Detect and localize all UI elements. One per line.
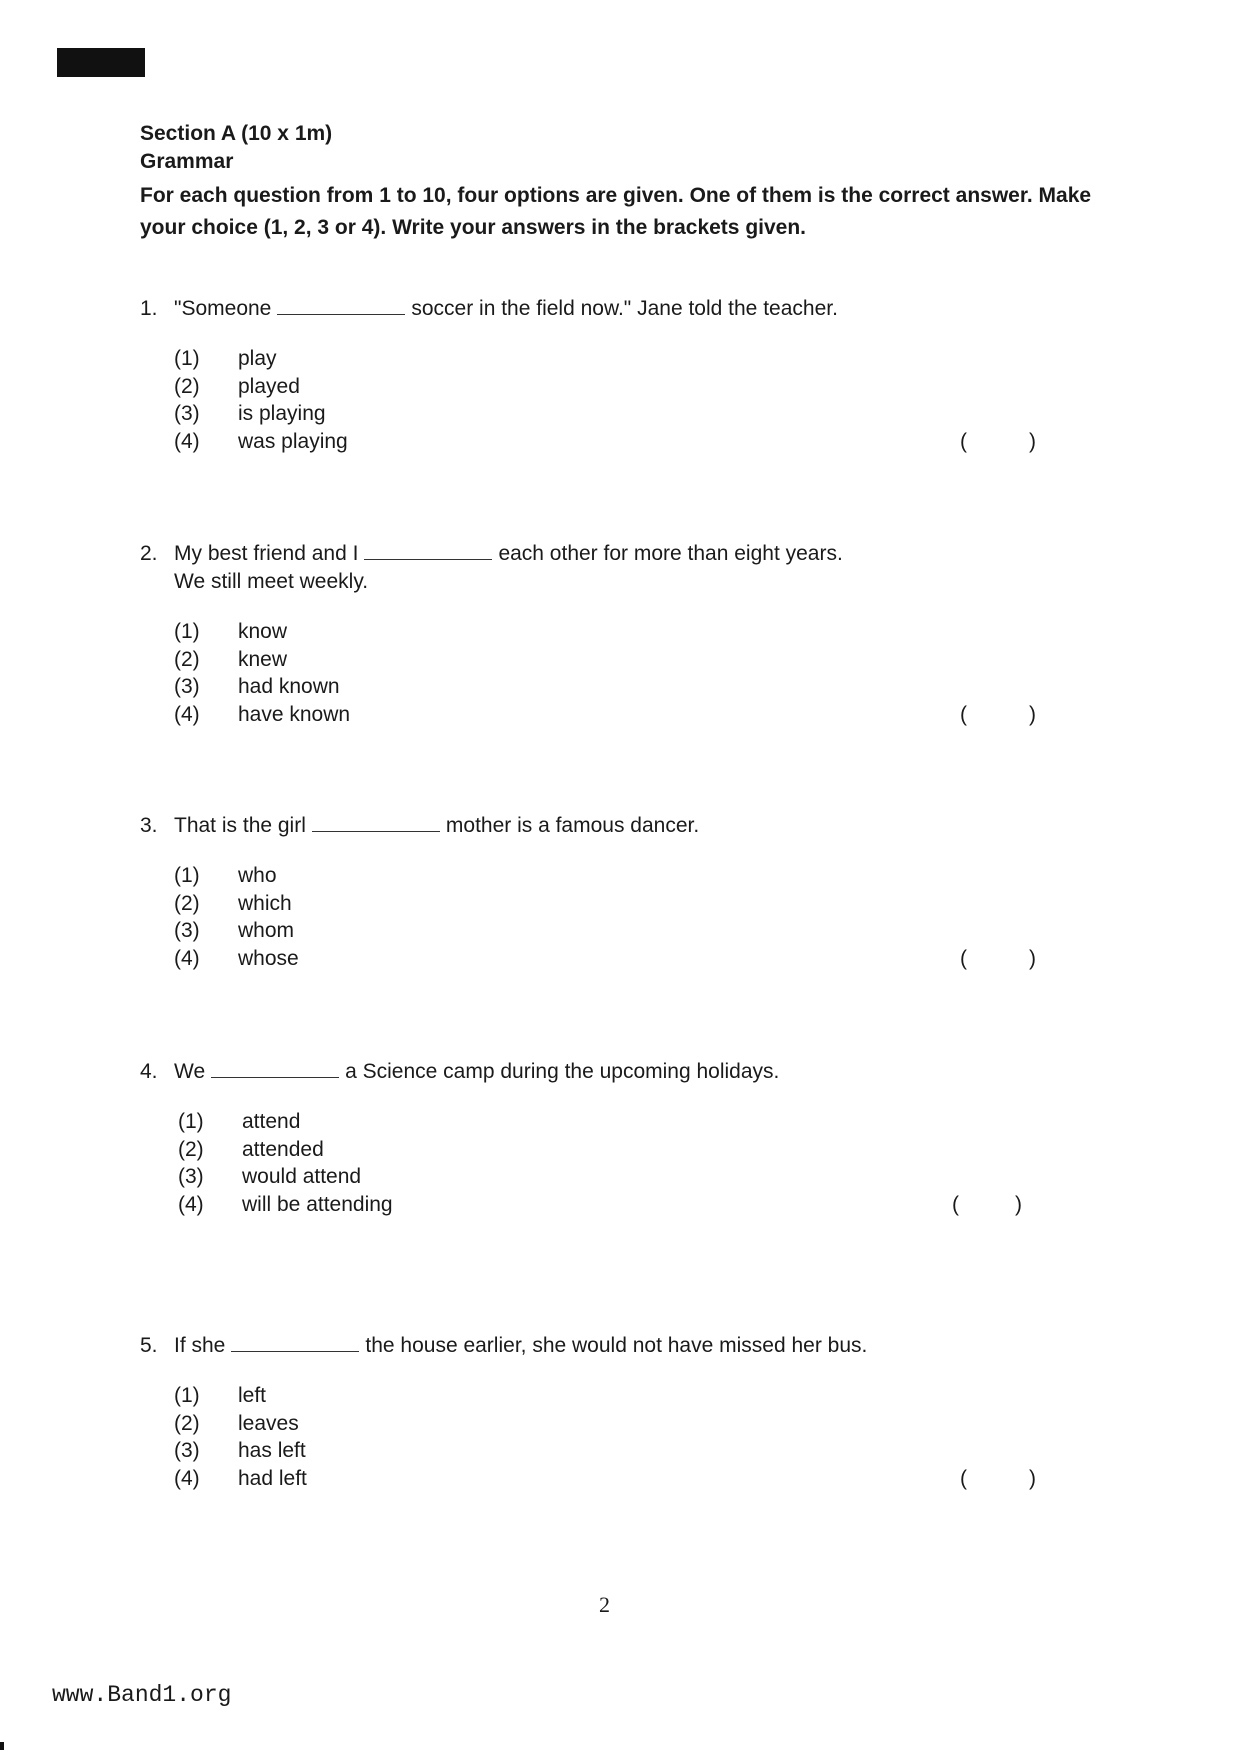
answer-bracket[interactable]: ( ): [960, 702, 1036, 726]
option: (3) had known: [174, 675, 340, 698]
question-3: [140, 812, 1040, 972]
option: (2) which: [174, 891, 292, 915]
question-number: 2.: [140, 542, 158, 565]
footer-url[interactable]: www.Band1.org: [52, 1682, 232, 1708]
option: (1) play: [174, 347, 277, 370]
options-list: [178, 1108, 1040, 1218]
option: (1) left: [174, 1384, 267, 1407]
answer-blank: [211, 1059, 339, 1078]
section-header: [140, 120, 1100, 244]
answer-bracket[interactable]: ( ): [960, 1466, 1036, 1490]
option: (2) leaves: [174, 1411, 299, 1435]
answer-bracket[interactable]: ( ): [952, 1192, 1022, 1216]
option: (3) would attend: [178, 1165, 362, 1188]
question-2: [140, 540, 1040, 728]
option: (4) was playing ( ): [174, 428, 1040, 456]
option: (4) whose ( ): [174, 945, 1040, 973]
answer-blank: [231, 1333, 359, 1352]
answer-blank: [312, 813, 440, 832]
page-number: 2: [599, 1592, 610, 1617]
option: (1) attend: [178, 1110, 301, 1133]
section-title: Section A (10 x 1m): [140, 122, 333, 145]
options-list: [174, 345, 1040, 455]
option: (3) is playing: [174, 402, 326, 425]
section-subtitle: Grammar: [140, 150, 234, 173]
question-text: "Someone soccer in the field now." Jane told the teacher.: [174, 297, 838, 320]
option: (3) has left: [174, 1439, 306, 1462]
option: (4) will be attending ( ): [178, 1191, 1040, 1219]
scan-mark: [0, 1742, 4, 1750]
question-4: [140, 1058, 1040, 1218]
option: (1) who: [174, 864, 277, 887]
options-list: [174, 862, 1040, 972]
option: (2) played: [174, 374, 300, 398]
question-5: [140, 1332, 1040, 1492]
answer-blank: [277, 296, 405, 315]
option: (2) attended: [178, 1137, 324, 1161]
answer-bracket[interactable]: ( ): [960, 429, 1036, 453]
answer-blank: [364, 541, 492, 560]
question-text: We a Science camp during the upcoming holidays.: [174, 1060, 780, 1083]
option: (4) have known ( ): [174, 701, 1040, 729]
answer-bracket[interactable]: ( ): [960, 946, 1036, 970]
option: (1) know: [174, 620, 288, 643]
redaction-block: [57, 48, 145, 77]
section-instructions: For each question from 1 to 10, four options are given. One of them is the correct answer. Make your choice (1, 2, 3 or 4). Write your answers in the brackets given.: [140, 184, 1092, 239]
question-number: 3.: [140, 814, 158, 837]
options-list: [174, 618, 1040, 728]
question-text: If she the house earlier, she would not have missed her bus.: [174, 1334, 868, 1357]
option: (2) knew: [174, 647, 288, 671]
option: (3) whom: [174, 919, 295, 942]
options-list: [174, 1382, 1040, 1492]
question-text: That is the girl mother is a famous dancer.: [174, 814, 700, 837]
question-text: My best friend and I each other for more than eight years. We still meet weekly.: [174, 542, 843, 593]
question-number: 4.: [140, 1060, 158, 1083]
option: (4) had left ( ): [174, 1465, 1040, 1493]
question-number: 1.: [140, 297, 158, 320]
question-number: 5.: [140, 1334, 158, 1357]
question-1: [140, 295, 1040, 455]
